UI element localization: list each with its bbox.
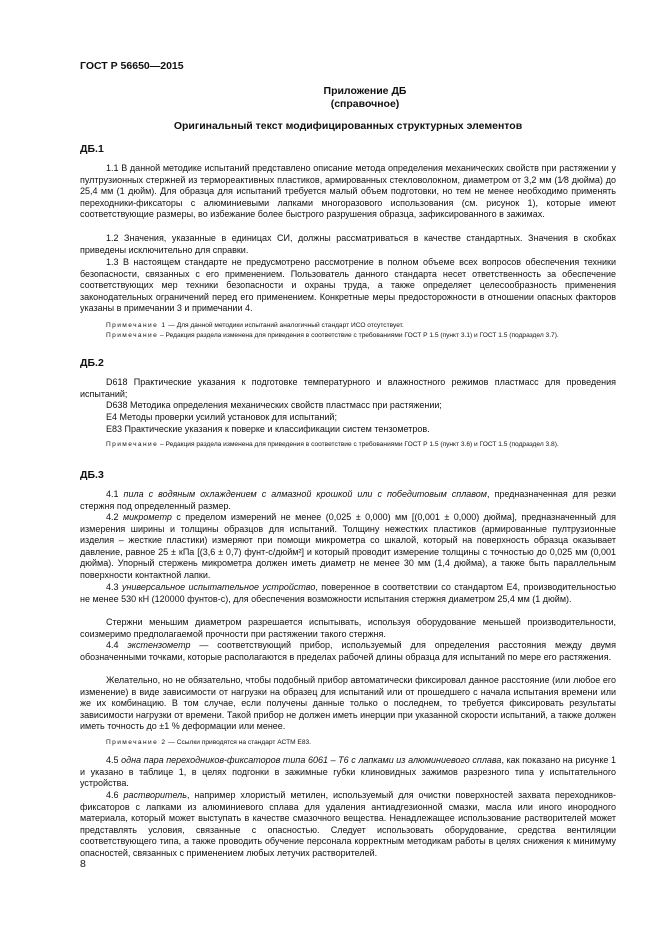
db3-paragraph-4-2	[80, 512, 616, 582]
db3-paragraph-4-1	[80, 489, 616, 512]
item-term: одна пара переходников-фиксаторов типа 6061 – Т6 с лапками из алюминиевого сплава	[121, 755, 502, 765]
section-db1-heading: ДБ.1	[80, 143, 104, 155]
db2-item-e83: E83 Практические указания к поверке и классификации систем тензометров.	[106, 424, 430, 434]
item-number: 4.5	[106, 755, 122, 765]
appendix-heading: Оригинальный текст модифицированных структурных элементов	[173, 120, 523, 132]
db1-paragraph-1-2: 1.2 Значения, указанные в единицах СИ, должны рассматриваться в качестве стандартных. Значения в скобках приведены исключительно для справки.	[80, 233, 616, 255]
note-label: Примечание 2	[106, 739, 167, 746]
db1-note-2	[80, 331, 616, 341]
note-text: – Редакция раздела изменена для приведения в соответствие с требованиями ГОСТ Р 1.5 (пункт 3.6) и ГОСТ 1.5 (подраздел 3.8).	[158, 441, 559, 448]
db3-paragraph-4-3-continued: Стержни меньшим диаметром разрешается испытывать, используя оборудование меньшей производительности, соизмеримо предполагаемой прочности при растяжении такого стержня.	[80, 617, 616, 639]
db3-paragraph-4-5	[80, 755, 616, 790]
db2-item-e4: E4 Методы проверки усилий установок для испытаний;	[106, 412, 337, 422]
db3-paragraph-4-4-continued: Желательно, но не обязательно, чтобы подобный прибор автоматически фиксировал данное расстояние (или любое его изменение) в виде зависимости от нагрузки на образец для испытаний или от прошедшего с начала испытания времени или же их комбинацию. В том случае, если получены данные только о последнем, то требуется фиксировать результаты зависимости нагрузки от времени. Такой прибор не должен иметь инерции при указанной скорости испытаний, а также должен иметь точность до ±1 % деформации или менее.	[80, 675, 616, 732]
db1-paragraph-1-1: 1.1 В данной методике испытаний представлено описание метода определения механических свойств при растяжении у пултрузионных стержней из термореактивных пластиков, армированных стекловолокном, диаметром от 3,2 мм (1⁄8 дюйма) до 25,4 мм (1 дюйм). Для образца для испытаний требуется малый объем подготовки, но тем не менее необходимо применять переходники-фиксаторы с алюминиевыми лапками многоразового использования (см. рисунок 1), которые имеют соответствующие размеры, во избежание более быстрого разрушения образца, зафиксированного в зажимах.	[80, 163, 616, 220]
note-label: Примечание 1	[106, 322, 167, 329]
appendix-subtitle: (справочное)	[330, 98, 400, 110]
db1-note-1	[80, 321, 616, 331]
db3-paragraph-4-3	[80, 582, 616, 605]
note-label: Примечание	[106, 441, 159, 448]
item-number: 4.3	[106, 582, 122, 592]
page-number: 8	[80, 858, 86, 870]
item-number: 4.1	[106, 489, 124, 499]
item-text: , предназначенная для резки стержня под определенный размер.	[80, 489, 617, 511]
db2-item-d618: D618 Практические указания к подготовке температурного и влажностного режимов пластмасс для проведения испытаний;	[80, 377, 616, 399]
item-term: пила с водяным охлаждением с алмазной крошкой или с победитовым сплавом	[123, 489, 487, 499]
item-number: 4.6	[106, 790, 124, 800]
note-text: – Редакция раздела изменена для приведения в соответствие с требованиями ГОСТ Р 1.5 (пункт 3.1) и ГОСТ 1.5 (подраздел 3.7).	[158, 332, 559, 339]
item-term: универсальное испытательное устройство	[121, 582, 316, 592]
note-text: — Ссылки приводятся на стандарт АСТМ E83.	[166, 739, 311, 746]
db2-note	[80, 440, 616, 450]
item-number: 4.2	[106, 512, 123, 522]
db3-note-2	[80, 738, 616, 748]
item-text: с пределом измерений не менее (0,025 ± 0,000) мм [(0,001 ± 0,000) дюйма], предназначенный для измерения ширины и толщины образцов для испытаний. Толщину нежестких пластиков (армированные пултрузионные изделия – жесткие пластики) измеряют при помощи микрометра со шкалой, который на поверхность образца оказывает давление, равное 25 ± кПа [(3,6 ± 0,7) фунт-с/дюйм²] и который проводит измерение толщины с точностью до 0,025 мм (0,001 дюйма). Упорный стержень микрометра должен иметь диаметр не менее 30 мм (1,4 дюйма), а также быть параллельным поверхности контактной лапки.	[80, 512, 616, 580]
section-db2-heading: ДБ.2	[80, 357, 104, 369]
db3-paragraph-4-6	[80, 790, 616, 860]
item-term: экстензометр	[127, 640, 191, 650]
item-term: растворитель	[123, 790, 187, 800]
db2-item-d638: D638 Методика определения механических свойств пластмасс при растяжении;	[106, 400, 442, 410]
db3-paragraph-4-4	[80, 640, 616, 663]
item-text: — соответствующий прибор, используемый для определения расстояния между двумя обозначенными точками, которые располагаются в пределах рабочей длины образца для испытаний по мере его растяжения.	[80, 640, 616, 662]
item-text: , поверенное в соответствии со стандартом E4, производительностью не менее 530 кН (120000 фунтов-с), для обеспечения возможности испытания стержня диаметром 25,4 мм (1 дюйм).	[80, 582, 616, 604]
appendix-title: Приложение ДБ	[323, 85, 407, 97]
item-text: , например хлористый метилен, используемый для очистки поверхностей захвата переходников-фиксаторов с лапками из алюминиевого сплава для удаления антиадгезионной смазки, масла или иного инородного материала, который может выступать в качестве смазочного вещества. Ненадлежащее использование растворителей может представлять условия, связанные с опасностью. Следует использовать оборудование, средства вентиляции соответствующего типа, а также проводить обучение персонала корректным методикам работы в целях снижения к минимуму опасностей, связанных с применением любых летучих растворителей.	[80, 790, 616, 858]
db1-paragraph-1-3: 1.3 В настоящем стандарте не предусмотрено рассмотрение в полном объеме всех вопросов обеспечения техники безопасности, связанных с его применением. Пользователь данного стандарта несет ответственность за обеспечение соответствующих мер техники безопасности и охраны труда, а также определяет целесообразность применения законодательных ограничений перед его применением. Конкретные меры предосторожности в отношении опасных факторов указаны в примечании 3 и примечании 4.	[80, 257, 616, 314]
item-number: 4.4	[106, 640, 128, 650]
note-text: — Для данной методики испытаний аналогичный стандарт ИСО отсутствует.	[166, 322, 404, 329]
standard-header: ГОСТ Р 56650—2015	[80, 60, 184, 72]
note-label: Примечание	[106, 332, 159, 339]
item-term: микрометр	[122, 512, 172, 522]
item-text: , как показано на рисунке 1 и указано в таблице 1, в целях подгонки в зажимные губки клиновидных зажимов разрезного типа у испытательного устройства.	[80, 755, 616, 789]
section-db3-heading: ДБ.3	[80, 469, 104, 481]
